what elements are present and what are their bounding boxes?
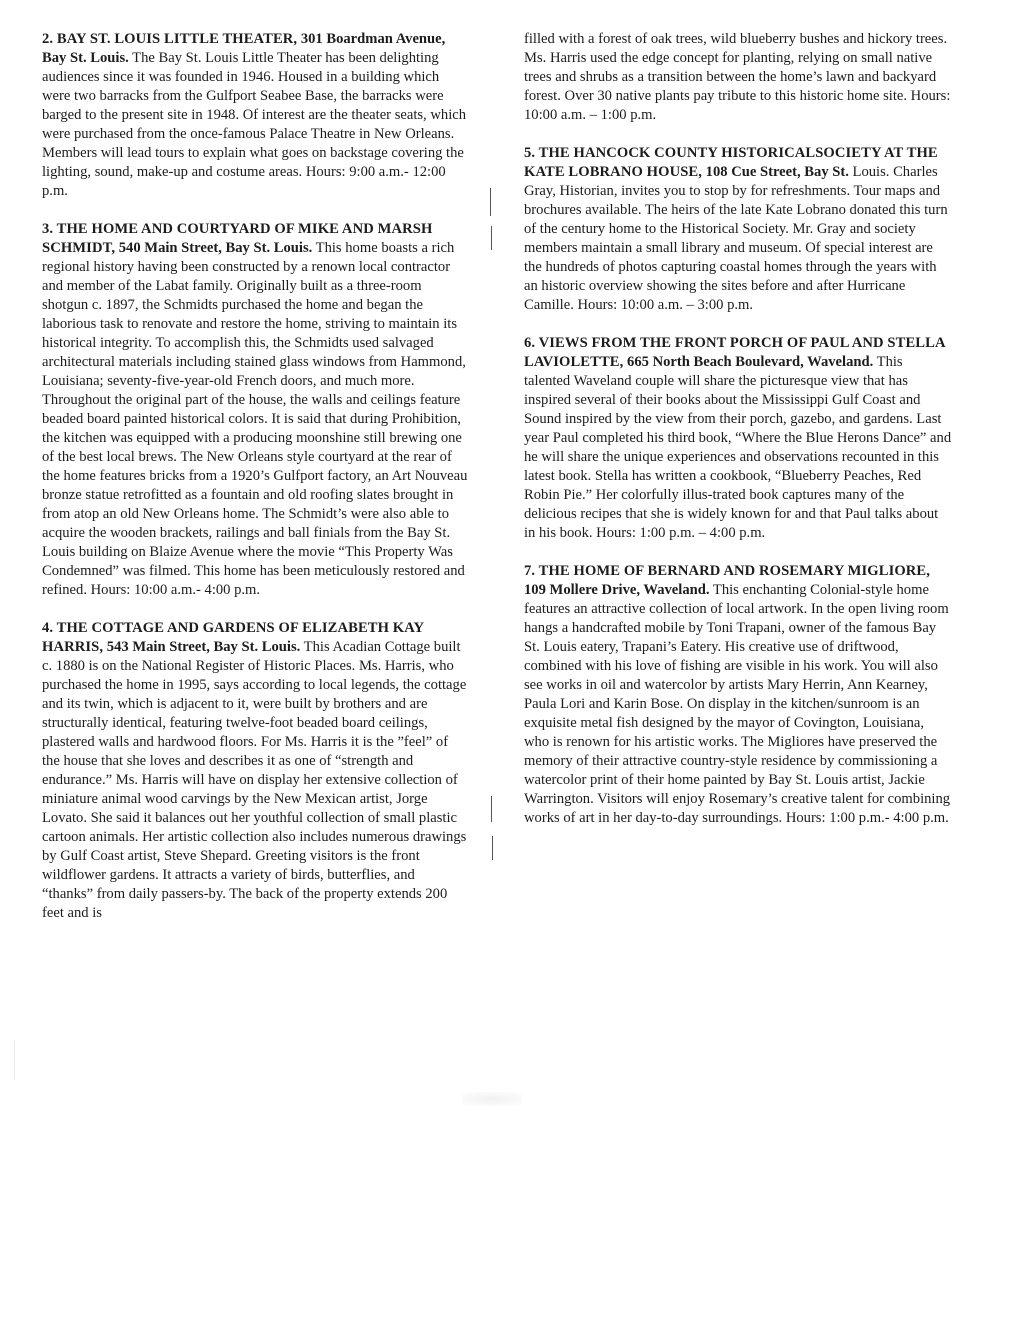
entry-paragraph [42, 220, 468, 600]
entry-body: The Bay St. Louis Little Theater has been delighting audiences since it was founded in 1946. Housed in a building which were two barracks from the Gulfport Seabee Base, the barracks were barged to the present site in 1948. Of interest are the theater seats, which were purchased from the once-famous Palace Theatre in New Orleans. Members will lead tours to explain what goes on backstage covering the lighting, sound, make-up and costume areas. Hours: 9:00 a.m.- 12:00 p.m. [42, 50, 467, 199]
entry-body: This home boasts a rich regional history having been constructed by a renown local contractor and member of the Labat family. Originally built as a three-room shotgun c. 1897, the Schmidts purchased the home and began the laborious task to renovate and restore the home, striving to maintain its historical integrity. To accomplish this, the Schmidts used salvaged architectural materials including stained glass windows from Hammond, Louisiana; seventy-five-year-old French doors, and much more. Throughout the original part of the house, the walls and ceilings feature beaded board painted historical colors. It is said that during Prohibition, the kitchen was equipped with a producing moonshine still brewing one of the best local brews. The New Orleans style courtyard at the rear of the home features bricks from a 1920’s Gulfport factory, an Art Nouveau bronze statue retrofitted as a fountain and old roofing slates brought in from atop an old New Orleans home. The Schmidt’s were also able to acquire the wooden brackets, railings and ball finials from the Bay St. Louis building on Blaize Avenue where the movie “This Property Was Condemned” was filmed. This home has been meticulously restored and refined. Hours: 10:00 a.m.- 4:00 p.m. [42, 240, 468, 598]
entry-body: Louis. Charles Gray, Historian, invites you to stop by for refreshments. Tour maps and brochures available. The heirs of the late Kate Lobrano donated this turn of the century home to the Historical Society. Mr. Gray and society members maintain a small library and museum. Of special interest are the hundreds of photos capturing coastal homes through the years with an historic overview showing the sites before and after Hurricane Camille. Hours: 10:00 a.m. – 3:00 p.m. [524, 164, 948, 313]
entry-address: 665 North Beach Boulevard, Waveland. [623, 354, 874, 370]
entry-paragraph [524, 334, 952, 543]
tour-entry-6 [524, 334, 952, 543]
left-column [42, 30, 468, 942]
scan-smudge [462, 1092, 522, 1106]
entry-address: 543 Main Street, Bay St. Louis. [103, 639, 301, 655]
entry-heading: 2. BAY ST. LOUIS LITTLE THEATER, [42, 31, 298, 47]
entry-address: 540 Main Street, Bay St. Louis. [115, 240, 313, 256]
tour-entry-7 [524, 562, 952, 828]
right-column [524, 30, 952, 847]
entry-body: This Acadian Cottage built c. 1880 is on the National Register of Historic Places. Ms. Harris, who purchased the home in 1995, says according to local legends, the cottage and its twin, which is adjacent to it, were built by brothers and are structurally identical, featuring twelve-foot beaded board ceilings, plastered walls and hardwood floors. For Ms. Harris it is the ”feel” of the house that she loves and describes it as one of “strength and endurance.” Ms. Harris will have on display her extensive collection of miniature animal wood carvings by the New Mexican artist, Jorge Lovato. She said it balances out her youthful collection of small plastic cartoon animals. Her artistic collection also includes numerous drawings by Gulf Coast artist, Steve Shepard. Greeting visitors is the front wildflower gardens. It attracts a variety of birds, butterflies, and “thanks” from daily passers-by. The back of the property extends 200 feet and is [42, 639, 467, 921]
tour-entry-4 [42, 619, 468, 923]
scan-mark [491, 796, 492, 822]
tour-entry-2 [42, 30, 468, 201]
entry-paragraph [42, 30, 468, 201]
entry-address: 301 Boardman Avenue, Bay St. Louis. [42, 31, 446, 66]
entry-paragraph [524, 562, 952, 828]
entry-paragraph [524, 144, 952, 315]
tour-entry-5 [524, 144, 952, 315]
entry-heading: 3. THE HOME AND COURTYARD OF MIKE AND MARSH SCHMIDT, [42, 221, 433, 256]
scan-mark [491, 226, 492, 250]
scan-edge-shadow [14, 1040, 15, 1080]
entry-heading: 4. THE COTTAGE AND GARDENS OF ELIZABETH KAY HARRIS, [42, 620, 424, 655]
entry-body: This talented Waveland couple will share the picturesque view that has inspired several of their books about the Mississippi Gulf Coast and Sound inspired by the view from their porch, gazebo, and gardens. Last year Paul completed his third book, “Where the Blue Herons Dance” and he will share the unique experiences and observations recounted in this latest book. Stella has written a cookbook, “Blueberry Peaches, Red Robin Pie.” Her colorfully illus-trated book captures many of the delicious recipes that she is widely known for and that Paul talks about in his book. Hours: 1:00 p.m. – 4:00 p.m. [524, 354, 952, 541]
entry-address: 109 Mollere Drive, Waveland. [524, 582, 710, 598]
scan-mark [490, 188, 491, 216]
scan-mark [492, 836, 493, 860]
tour-entry-3 [42, 220, 468, 600]
continuation-text: filled with a forest of oak trees, wild blueberry bushes and hickory trees. Ms. Harris used the edge concept for planting, relying on small native trees and shrubs as a transition between the home’s lawn and backyard forest. Over 30 native plants pay tribute to this historic home site. Hours: 10:00 a.m. – 1:00 p.m. [524, 31, 951, 123]
entry-address: 108 Cue Street, Bay St. [702, 164, 849, 180]
tour-entry-4-continued [524, 30, 952, 125]
entry-heading: 6. VIEWS FROM THE FRONT PORCH OF PAUL AND STELLA LAVIOLETTE, [524, 335, 945, 370]
entry-paragraph [42, 619, 468, 923]
entry-body: This enchanting Colonial-style home features an attractive collection of local artwork. In the open living room hangs a handcrafted mobile by Toni Trapani, owner of the famous Bay St. Louis eatery, Trapani’s Eatery. His creative use of driftwood, combined with his love of fishing are visible in his work. You will also see works in oil and watercolor by artists Mary Herrin, Ann Kearney, Paula Lori and Karin Bose. On display in the kitchen/sunroom is an exquisite metal fish designed by the mayor of Covington, Louisiana, who is renown for his artistic works. The Migliores have preserved the memory of their attractive country-style residence by commissioning a watercolor print of their home painted by Bay St. Louis artist, Jackie Warrington. Visitors will enjoy Rosemary’s creative talent for combining works of art in her day-to-day surroundings. Hours: 1:00 p.m.- 4:00 p.m. [524, 582, 951, 826]
entry-heading: 5. THE HANCOCK COUNTY HISTORICALSOCIETY AT THE KATE LOBRANO HOUSE, [524, 145, 938, 180]
entry-heading: 7. THE HOME OF BERNARD AND ROSEMARY MIGLIORE, [524, 563, 931, 579]
